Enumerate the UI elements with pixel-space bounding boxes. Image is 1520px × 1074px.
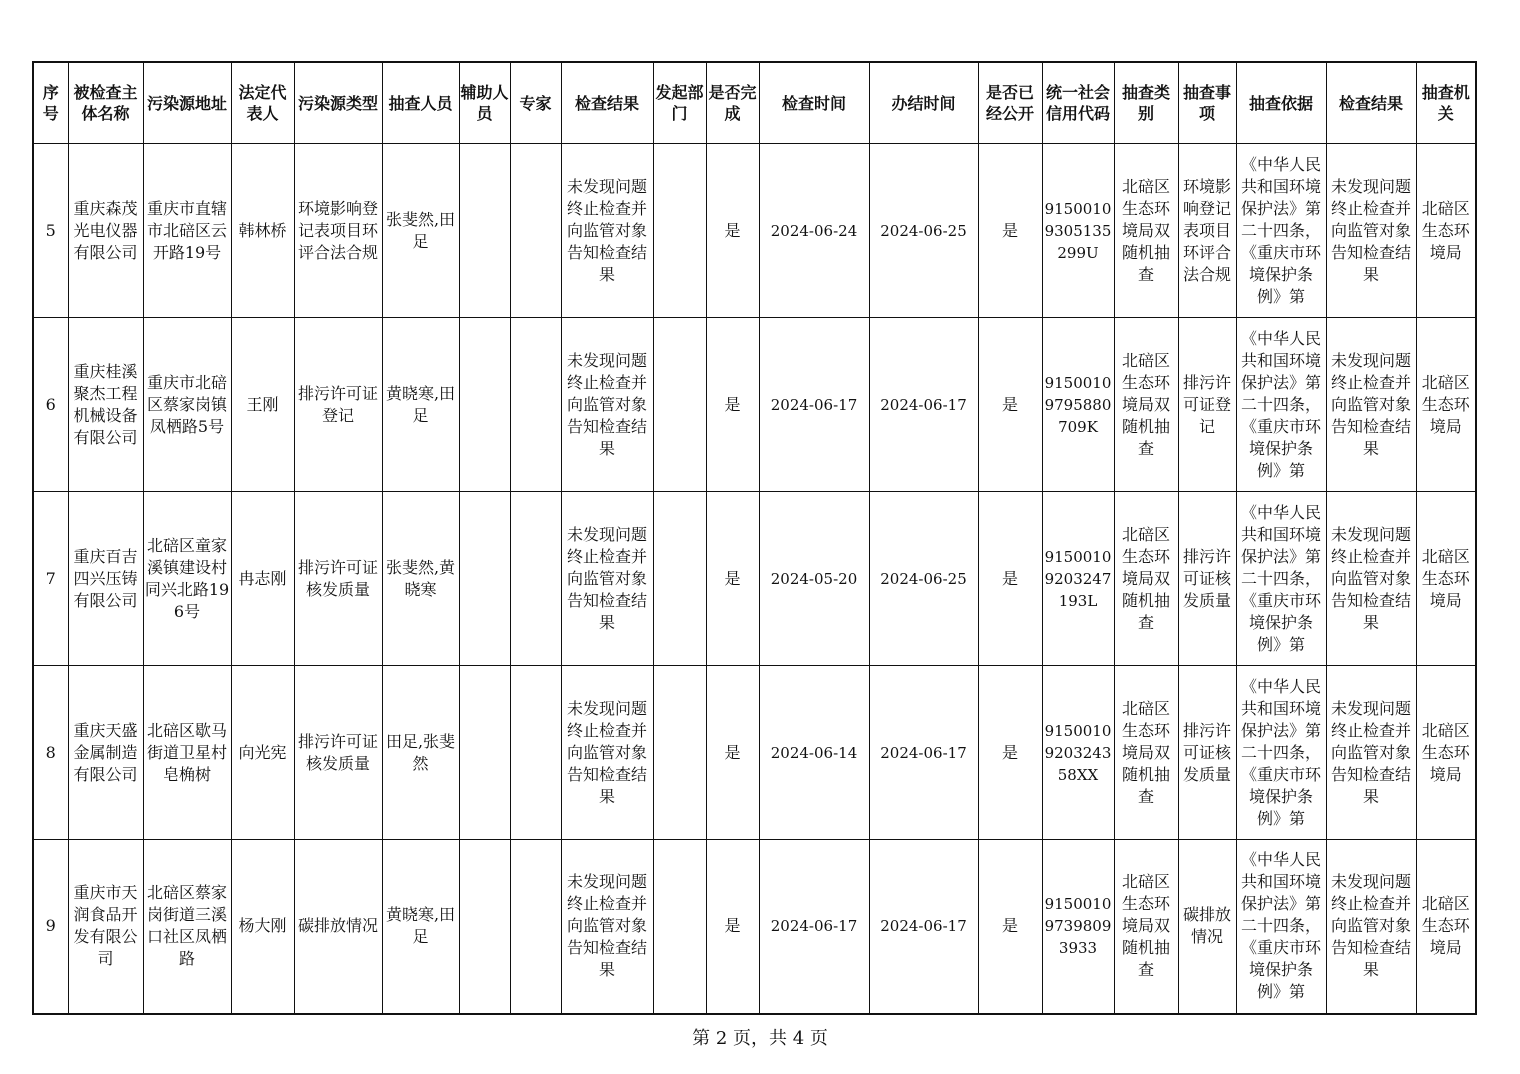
cell-text: 北碚区童家溪镇建设村同兴北路196号: [144, 535, 230, 621]
cell-text: 91500109305135299U: [1044, 199, 1112, 262]
column-header: 污染源地址: [143, 62, 231, 144]
cell-text: 环境影响登记表项目环评合法合规: [1182, 176, 1231, 284]
table-cell: [33, 840, 68, 1014]
cell-text: 6: [45, 394, 56, 414]
cell-text: 未发现问题终止检查并向监管对象告知检查结果: [1330, 698, 1411, 806]
cell-text: 是: [724, 394, 741, 414]
cell-text: 未发现问题终止检查并向监管对象告知检查结果: [566, 350, 647, 458]
table-cell: [978, 840, 1042, 1014]
cell-text: 向光宪: [238, 742, 287, 762]
table-cell: [1114, 318, 1178, 492]
table-cell: [231, 492, 294, 666]
column-header: 被检查主体名称: [68, 62, 143, 144]
cell-text: 排污许可证登记: [1182, 372, 1231, 436]
table-cell: [759, 840, 869, 1014]
table-cell: [1416, 492, 1476, 666]
table-cell: [68, 840, 143, 1014]
column-header: 检查结果: [1326, 62, 1416, 144]
table-cell: [978, 492, 1042, 666]
table-cell: [382, 318, 459, 492]
table-cell: [382, 144, 459, 318]
cell-text: 2024-05-20: [770, 569, 858, 588]
cell-text: 是: [1001, 220, 1018, 240]
table-cell: [143, 144, 231, 318]
column-header: 办结时间: [869, 62, 978, 144]
column-header: 统一社会信用代码: [1042, 62, 1114, 144]
table-cell: [706, 666, 759, 840]
table-cell: [759, 318, 869, 492]
cell-text: 黄晓寒,田足: [385, 383, 456, 425]
table-cell: [561, 666, 653, 840]
table-cell: [231, 144, 294, 318]
cell-text: 北碚区生态环境局双随机抽查: [1121, 698, 1170, 806]
column-header: 污染源类型: [294, 62, 382, 144]
cell-text: 2024-06-24: [770, 221, 858, 240]
cell-text: 杨大刚: [238, 916, 287, 936]
table-cell: [706, 840, 759, 1014]
cell-text: 未发现问题终止检查并向监管对象告知检查结果: [1330, 350, 1411, 458]
cell-text: 北碚区生态环境局双随机抽查: [1121, 176, 1170, 284]
cell-text: 是: [1001, 916, 1018, 936]
cell-text: 排污许可证登记: [297, 383, 378, 425]
cell-text: 是: [724, 742, 741, 762]
cell-text: 冉志刚: [238, 568, 287, 588]
table-cell: [1326, 318, 1416, 492]
cell-text: 碳排放情况: [297, 916, 378, 936]
cell-text: 8: [45, 742, 56, 762]
table-cell: [231, 840, 294, 1014]
table-cell: [561, 144, 653, 318]
cell-text: 黄晓寒,田足: [385, 905, 456, 947]
table-body: [33, 144, 1476, 1014]
table-cell: [143, 840, 231, 1014]
cell-text: 未发现问题终止检查并向监管对象告知检查结果: [566, 872, 647, 980]
cell-text: 未发现问题终止检查并向监管对象告知检查结果: [566, 176, 647, 284]
table-cell: [1416, 666, 1476, 840]
table-cell: [653, 840, 706, 1014]
table-cell: [561, 840, 653, 1014]
table-cell: [869, 840, 978, 1014]
cell-text: 北碚区生态环境局: [1421, 720, 1470, 784]
table-cell: [33, 666, 68, 840]
table-cell: [653, 318, 706, 492]
table-cell: [68, 144, 143, 318]
table-cell: [1236, 840, 1326, 1014]
table-cell: [231, 666, 294, 840]
table-cell: [978, 144, 1042, 318]
table-cell: [143, 492, 231, 666]
cell-text: 是: [1001, 742, 1018, 762]
table-cell: [869, 318, 978, 492]
header-row: [33, 62, 1476, 144]
column-header: 抽查事项: [1178, 62, 1236, 144]
table-cell: [653, 144, 706, 318]
table-cell: [1114, 492, 1178, 666]
column-header: 抽查人员: [382, 62, 459, 144]
cell-text: 韩林桥: [238, 220, 287, 240]
cell-text: 《中华人民共和国环境保护法》第二十四条，《重庆市环境保护条例》第: [1240, 850, 1321, 1002]
table-cell: [459, 318, 510, 492]
cell-text: 《中华人民共和国环境保护法》第二十四条，《重庆市环境保护条例》第: [1240, 676, 1321, 828]
column-header: 检查时间: [759, 62, 869, 144]
table-row: [33, 318, 1476, 492]
cell-text: 排污许可证核发质量: [297, 557, 378, 599]
table-cell: [294, 840, 382, 1014]
table-cell: [653, 666, 706, 840]
table-cell: [1178, 492, 1236, 666]
cell-text: 北碚区生态环境局: [1421, 198, 1470, 262]
cell-text: 北碚区生态环境局双随机抽查: [1121, 872, 1170, 980]
cell-text: 是: [724, 916, 741, 936]
table-cell: [869, 144, 978, 318]
table-cell: [706, 492, 759, 666]
cell-text: 环境影响登记表项目环评合法合规: [297, 198, 378, 262]
table-cell: [561, 492, 653, 666]
table-cell: [1416, 144, 1476, 318]
cell-text: 重庆森茂光电仪器有限公司: [73, 198, 138, 262]
cell-text: 2024-06-17: [880, 743, 967, 762]
cell-text: 7: [45, 568, 56, 588]
table-cell: [510, 492, 561, 666]
cell-text: 田足,张斐然: [385, 731, 456, 773]
cell-text: 北碚区生态环境局: [1421, 546, 1470, 610]
table-cell: [706, 318, 759, 492]
cell-text: 2024-06-17: [770, 395, 858, 414]
table-cell: [510, 666, 561, 840]
cell-text: 91500109739809 3933: [1044, 895, 1112, 958]
cell-text: 是: [1001, 568, 1018, 588]
cell-text: 91500109203247193L: [1044, 547, 1112, 610]
cell-text: 北碚区蔡家岗街道三溪口社区凤栖路: [146, 883, 227, 969]
table-row: [33, 666, 1476, 840]
table-cell: [1042, 144, 1114, 318]
cell-text: 2024-06-17: [880, 395, 967, 414]
column-header: 是否已经公开: [978, 62, 1042, 144]
column-header: 检查结果: [561, 62, 653, 144]
cell-text: 9: [45, 916, 56, 936]
cell-text: 重庆桂溪聚杰工程机械设备有限公司: [73, 361, 138, 447]
cell-text: 未发现问题终止检查并向监管对象告知检查结果: [566, 698, 647, 806]
table-cell: [1326, 144, 1416, 318]
table-cell: [1042, 318, 1114, 492]
table-cell: [510, 318, 561, 492]
table-cell: [706, 144, 759, 318]
table-cell: [1042, 492, 1114, 666]
table-row: [33, 144, 1476, 318]
column-header: 抽查依据: [1236, 62, 1326, 144]
table-cell: [1042, 840, 1114, 1014]
table-cell: [143, 318, 231, 492]
table-cell: [459, 492, 510, 666]
cell-text: 9150010920324358XX: [1044, 721, 1112, 784]
table-cell: [459, 144, 510, 318]
table-cell: [33, 492, 68, 666]
cell-text: 2024-06-14: [770, 743, 858, 762]
table-cell: [510, 840, 561, 1014]
cell-text: 碳排放情况: [1182, 905, 1231, 947]
cell-text: 2024-06-17: [880, 917, 967, 936]
table-cell: [143, 666, 231, 840]
cell-text: 排污许可证核发质量: [1182, 720, 1231, 784]
page-footer: 第 2 页，共 4 页: [692, 1028, 828, 1049]
cell-text: 北碚区生态环境局: [1421, 894, 1470, 958]
column-header: 法定代表人: [231, 62, 294, 144]
table-cell: [294, 666, 382, 840]
table-cell: [382, 666, 459, 840]
table-cell: [1416, 318, 1476, 492]
cell-text: 《中华人民共和国环境保护法》第二十四条，《重庆市环境保护条例》第: [1240, 502, 1321, 654]
table-cell: [1236, 492, 1326, 666]
table-cell: [759, 144, 869, 318]
cell-text: 北碚区歇马街道卫星村皂桷树: [146, 720, 227, 784]
table-cell: [382, 492, 459, 666]
column-header: 抽查机关: [1416, 62, 1476, 144]
cell-text: 2024-06-17: [770, 917, 858, 936]
table-cell: [294, 492, 382, 666]
table-cell: [869, 666, 978, 840]
cell-text: 未发现问题终止检查并向监管对象告知检查结果: [1330, 176, 1411, 284]
table-cell: [382, 840, 459, 1014]
cell-text: 是: [1001, 394, 1018, 414]
table-cell: [1114, 666, 1178, 840]
cell-text: 重庆市天润食品开发有限公司: [73, 883, 138, 969]
table-row: [33, 492, 1476, 666]
column-header: 辅助人员: [459, 62, 510, 144]
cell-text: 重庆市北碚区蔡家岗镇凤栖路5号: [146, 372, 227, 436]
table-cell: [1042, 666, 1114, 840]
table-cell: [1236, 318, 1326, 492]
table-cell: [759, 492, 869, 666]
cell-text: 2024-06-25: [880, 221, 967, 240]
table-cell: [510, 144, 561, 318]
table-cell: [1326, 666, 1416, 840]
cell-text: 2024-06-25: [880, 569, 967, 588]
cell-text: 是: [724, 220, 741, 240]
cell-text: 排污许可证核发质量: [1182, 546, 1231, 610]
table-cell: [869, 492, 978, 666]
table-cell: [1178, 666, 1236, 840]
table-cell: [1416, 840, 1476, 1014]
cell-text: 北碚区生态环境局: [1421, 372, 1470, 436]
table-cell: [68, 318, 143, 492]
column-header: 是否完成: [706, 62, 759, 144]
cell-text: 重庆市直辖市北碚区云开路19号: [146, 198, 227, 262]
table-cell: [1326, 492, 1416, 666]
cell-text: 未发现问题终止检查并向监管对象告知检查结果: [1330, 524, 1411, 632]
table-cell: [1178, 840, 1236, 1014]
table-cell: [294, 144, 382, 318]
table-cell: [33, 144, 68, 318]
cell-text: 北碚区生态环境局双随机抽查: [1121, 350, 1170, 458]
table-cell: [978, 666, 1042, 840]
cell-text: 是: [724, 568, 741, 588]
cell-text: 北碚区生态环境局双随机抽查: [1121, 524, 1170, 632]
table-cell: [1178, 318, 1236, 492]
column-header: 发起部门: [653, 62, 706, 144]
table-cell: [459, 666, 510, 840]
cell-text: 排污许可证核发质量: [297, 731, 378, 773]
table-cell: [561, 318, 653, 492]
table-cell: [1114, 144, 1178, 318]
table-cell: [68, 492, 143, 666]
cell-text: 《中华人民共和国环境保护法》第二十四条，《重庆市环境保护条例》第: [1240, 328, 1321, 480]
column-header: 专家: [510, 62, 561, 144]
table-cell: [459, 840, 510, 1014]
table-cell: [978, 318, 1042, 492]
cell-text: 未发现问题终止检查并向监管对象告知检查结果: [1330, 872, 1411, 980]
cell-text: 张斐然,田足: [385, 209, 456, 251]
table-row: [33, 840, 1476, 1014]
cell-text: 91500109795880709K: [1044, 373, 1112, 436]
table-cell: [68, 666, 143, 840]
cell-text: 重庆天盛金属制造有限公司: [73, 720, 138, 784]
table-cell: [1114, 840, 1178, 1014]
inspection-table: [32, 61, 1477, 1015]
table-cell: [1236, 666, 1326, 840]
table-cell: [1178, 144, 1236, 318]
table-cell: [759, 666, 869, 840]
column-header: 序号: [33, 62, 68, 144]
cell-text: 《中华人民共和国环境保护法》第二十四条，《重庆市环境保护条例》第: [1240, 154, 1321, 306]
cell-text: 王刚: [246, 394, 279, 414]
table-cell: [653, 492, 706, 666]
cell-text: 重庆百吉四兴压铸有限公司: [73, 546, 138, 610]
table-cell: [294, 318, 382, 492]
column-header: 抽查类别: [1114, 62, 1178, 144]
table-cell: [1236, 144, 1326, 318]
cell-text: 张斐然,黄晓寒: [385, 557, 456, 599]
cell-text: 未发现问题终止检查并向监管对象告知检查结果: [566, 524, 647, 632]
table-cell: [1326, 840, 1416, 1014]
table-cell: [231, 318, 294, 492]
cell-text: 5: [45, 220, 56, 240]
table-cell: [33, 318, 68, 492]
